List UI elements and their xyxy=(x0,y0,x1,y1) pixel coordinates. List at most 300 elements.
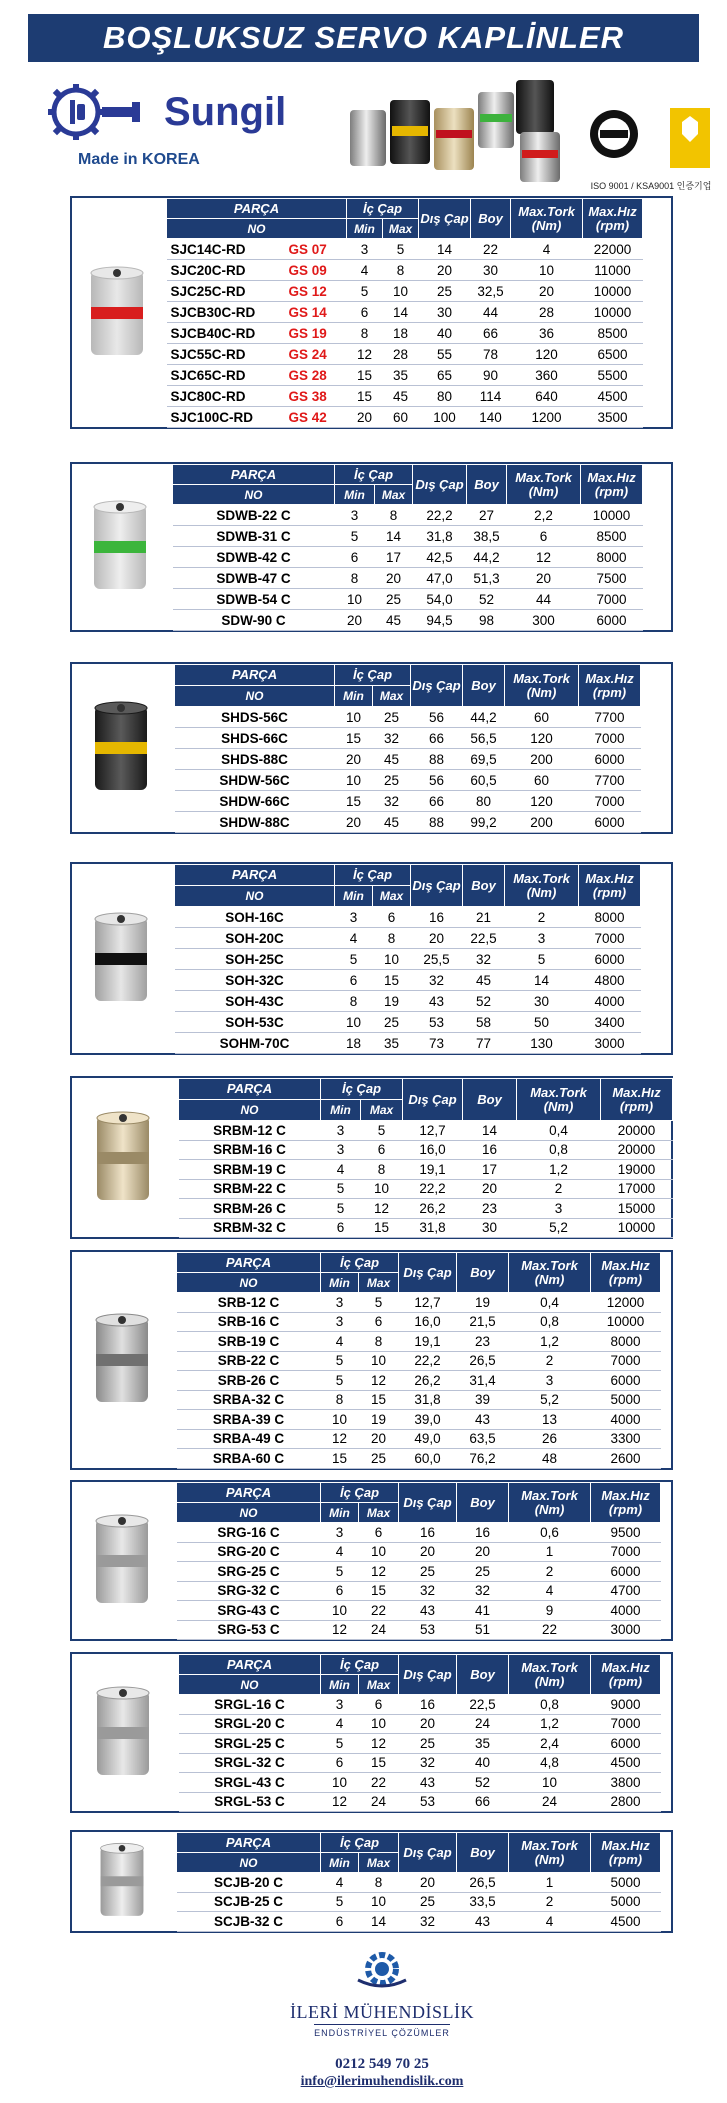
bore-max-header: Max xyxy=(373,886,411,907)
table-row xyxy=(173,526,643,547)
torque-header-label: Max.Tork xyxy=(515,469,572,485)
outer-diameter: 53 xyxy=(399,1620,457,1640)
table-row xyxy=(177,1892,661,1912)
max-speed: 10000 xyxy=(601,1218,673,1238)
outer-diameter: 40 xyxy=(419,323,471,344)
length-header xyxy=(463,1079,517,1121)
max-torque: 1,2 xyxy=(509,1714,591,1734)
speed-header xyxy=(591,1833,661,1873)
torque-header-label: Max.Tork xyxy=(513,670,570,686)
length: 41 xyxy=(457,1601,509,1621)
part-number: SRBM-26 C xyxy=(179,1199,321,1219)
max-torque: 20 xyxy=(511,281,583,302)
length-header xyxy=(463,865,505,907)
outer-diameter: 56 xyxy=(411,770,463,791)
max-speed: 3500 xyxy=(583,407,643,428)
bore-header: İç Çap xyxy=(321,1833,399,1853)
max-speed: 7700 xyxy=(579,770,641,791)
od-header xyxy=(399,1833,457,1873)
length: 45 xyxy=(463,970,505,991)
outer-diameter: 20 xyxy=(399,1714,457,1734)
certification-badges-icon xyxy=(586,104,716,176)
bore-max: 6 xyxy=(361,1140,403,1160)
part-number: SRB-12 C xyxy=(177,1293,321,1313)
part-number: SRGL-20 C xyxy=(179,1714,321,1734)
max-speed: 4500 xyxy=(591,1912,661,1932)
outer-diameter: 88 xyxy=(411,749,463,770)
length-header xyxy=(457,1483,509,1523)
bore-min: 4 xyxy=(335,928,373,949)
length: 90 xyxy=(471,365,511,386)
part-number: SDWB-31 C xyxy=(173,526,335,547)
max-torque: 2,4 xyxy=(509,1734,591,1754)
length-header xyxy=(457,1253,509,1293)
length: 51 xyxy=(457,1620,509,1640)
length: 21,5 xyxy=(457,1312,509,1332)
outer-diameter: 94,5 xyxy=(413,610,467,631)
table-row xyxy=(173,547,643,568)
bore-max: 45 xyxy=(373,749,411,770)
bore-min: 6 xyxy=(347,302,383,323)
max-speed: 7500 xyxy=(581,568,643,589)
speed-header xyxy=(591,1483,661,1523)
bore-max: 15 xyxy=(359,1390,399,1410)
max-torque: 120 xyxy=(511,344,583,365)
table-row xyxy=(175,991,641,1012)
torque-header-label: Max.Tork xyxy=(521,1837,578,1853)
bore-max: 15 xyxy=(361,1218,403,1238)
part-number: SRBM-19 C xyxy=(179,1160,321,1180)
length: 22,5 xyxy=(463,928,505,949)
max-speed: 6000 xyxy=(591,1371,661,1391)
bore-max: 60 xyxy=(383,407,419,428)
part-no-header: NO xyxy=(177,1853,321,1873)
bore-max: 15 xyxy=(373,970,411,991)
outer-diameter: 43 xyxy=(399,1601,457,1621)
bore-min-header: Min xyxy=(335,686,373,707)
outer-diameter: 80 xyxy=(419,386,471,407)
length: 25 xyxy=(457,1562,509,1582)
length: 23 xyxy=(457,1332,509,1352)
bore-min: 12 xyxy=(321,1429,359,1449)
gs-code-text: GS 19 xyxy=(288,325,327,341)
length: 66 xyxy=(457,1792,509,1812)
bore-min: 10 xyxy=(321,1410,359,1430)
gs-code-text: GS 07 xyxy=(288,241,327,257)
max-torque: 22 xyxy=(509,1620,591,1640)
bore-max: 8 xyxy=(375,505,413,526)
table-row xyxy=(175,970,641,991)
outer-diameter: 14 xyxy=(419,239,471,260)
outer-diameter: 65 xyxy=(419,365,471,386)
length-header-label: Boy xyxy=(470,1494,495,1510)
torque-header-unit: (Nm) xyxy=(528,483,559,499)
bore-max: 15 xyxy=(359,1753,399,1773)
part-number: SRG-16 C xyxy=(177,1523,321,1543)
bore-max: 10 xyxy=(361,1179,403,1199)
table-row xyxy=(177,1562,661,1582)
bore-max: 28 xyxy=(383,344,419,365)
od-header-label: Dış Çap xyxy=(403,1666,452,1682)
od-header-label: Dış Çap xyxy=(420,210,469,226)
max-torque: 24 xyxy=(509,1792,591,1812)
max-speed: 20000 xyxy=(601,1140,673,1160)
sjc-jaw-coupling-photo xyxy=(72,198,162,427)
outer-diameter: 19,1 xyxy=(403,1160,463,1180)
outer-diameter: 66 xyxy=(411,791,463,812)
max-torque: 3 xyxy=(517,1199,601,1219)
torque-header-label: Max.Tork xyxy=(530,1084,587,1100)
bore-max: 15 xyxy=(359,1581,399,1601)
max-speed: 5000 xyxy=(591,1873,661,1893)
max-speed: 12000 xyxy=(591,1293,661,1313)
product-section xyxy=(70,662,673,834)
speed-header-label: Max.Hız xyxy=(601,1837,650,1853)
max-torque: 1 xyxy=(509,1542,591,1562)
bore-max: 22 xyxy=(359,1773,399,1793)
table-row xyxy=(175,907,641,928)
length-header-label: Boy xyxy=(474,476,499,492)
table-row xyxy=(167,260,643,281)
outer-diameter: 25 xyxy=(399,1892,457,1912)
bore-max-header: Max xyxy=(359,1853,399,1873)
bore-min: 15 xyxy=(321,1449,359,1469)
bore-min-header: Min xyxy=(335,886,373,907)
max-speed: 8000 xyxy=(579,907,641,928)
gs-code xyxy=(289,365,347,386)
outer-diameter: 31,8 xyxy=(403,1218,463,1238)
max-torque: 5,2 xyxy=(517,1218,601,1238)
torque-header-unit: (Nm) xyxy=(534,1501,565,1517)
max-torque: 200 xyxy=(505,749,579,770)
max-torque: 2 xyxy=(509,1892,591,1912)
gs-code-text: GS 28 xyxy=(288,367,327,383)
max-torque: 360 xyxy=(511,365,583,386)
bore-min: 6 xyxy=(321,1753,359,1773)
torque-header-label: Max.Tork xyxy=(521,1487,578,1503)
outer-diameter: 16 xyxy=(411,907,463,928)
part-number: SCJB-32 C xyxy=(177,1912,321,1932)
length: 56,5 xyxy=(463,728,505,749)
max-speed: 10000 xyxy=(583,302,643,323)
torque-header-unit: (Nm) xyxy=(543,1098,574,1114)
length: 99,2 xyxy=(463,812,505,833)
bore-max: 6 xyxy=(359,1523,399,1543)
outer-diameter: 20 xyxy=(411,928,463,949)
bore-min: 4 xyxy=(321,1332,359,1352)
max-speed: 10000 xyxy=(591,1312,661,1332)
srgl-rigid-coupling-photo xyxy=(72,1654,174,1811)
max-speed: 6000 xyxy=(579,949,641,970)
max-speed: 6000 xyxy=(579,812,641,833)
table-row xyxy=(177,1293,661,1313)
speed-header-unit: (rpm) xyxy=(592,884,627,900)
length: 22 xyxy=(471,239,511,260)
bore-max: 6 xyxy=(359,1312,399,1332)
spec-table xyxy=(178,1078,673,1238)
table-row xyxy=(179,1218,673,1238)
torque-header-unit: (Nm) xyxy=(534,1851,565,1867)
spec-table xyxy=(166,198,643,428)
bore-min: 5 xyxy=(347,281,383,302)
table-row xyxy=(175,728,641,749)
max-torque: 640 xyxy=(511,386,583,407)
od-header xyxy=(399,1655,457,1695)
part-number: SHDS-56C xyxy=(175,707,335,728)
max-speed: 4700 xyxy=(591,1581,661,1601)
spec-table xyxy=(174,864,641,1054)
length: 63,5 xyxy=(457,1429,509,1449)
outer-diameter: 20 xyxy=(399,1542,457,1562)
max-speed: 7000 xyxy=(581,589,643,610)
length: 33,5 xyxy=(457,1892,509,1912)
part-number: SRBA-32 C xyxy=(177,1390,321,1410)
outer-diameter: 56 xyxy=(411,707,463,728)
bore-min: 10 xyxy=(335,1012,373,1033)
bore-min: 3 xyxy=(321,1121,361,1141)
table-row xyxy=(179,1714,661,1734)
table-row xyxy=(167,281,643,302)
bore-max-header: Max xyxy=(375,485,413,505)
max-speed: 6500 xyxy=(583,344,643,365)
bore-max: 14 xyxy=(359,1912,399,1932)
max-speed: 8500 xyxy=(581,526,643,547)
bore-max: 5 xyxy=(383,239,419,260)
part-number: SJC100C-RD xyxy=(167,407,289,428)
length-header-label: Boy xyxy=(477,1091,502,1107)
torque-header xyxy=(505,865,579,907)
bore-max: 10 xyxy=(359,1351,399,1371)
table-row xyxy=(173,568,643,589)
part-number: SRGL-16 C xyxy=(179,1695,321,1715)
bore-max: 35 xyxy=(383,365,419,386)
part-header: PARÇA xyxy=(179,1655,321,1675)
max-torque: 4 xyxy=(509,1912,591,1932)
bore-max: 25 xyxy=(359,1449,399,1469)
bore-min: 10 xyxy=(321,1601,359,1621)
max-torque: 14 xyxy=(505,970,579,991)
bore-max: 5 xyxy=(359,1293,399,1313)
table-row xyxy=(177,1912,661,1932)
length: 40 xyxy=(457,1753,509,1773)
part-header: PARÇA xyxy=(175,865,335,886)
max-speed: 19000 xyxy=(601,1160,673,1180)
part-number: SOH-16C xyxy=(175,907,335,928)
company-subtitle: ENDÜSTRİYEL ÇÖZÜMLER xyxy=(314,2024,450,2039)
max-torque: 120 xyxy=(505,791,579,812)
table-row xyxy=(179,1179,673,1199)
part-number: SRG-43 C xyxy=(177,1601,321,1621)
table-row xyxy=(179,1695,661,1715)
part-number: SRGL-43 C xyxy=(179,1773,321,1793)
bore-min: 6 xyxy=(321,1218,361,1238)
bore-min: 5 xyxy=(321,1892,359,1912)
max-torque: 50 xyxy=(505,1012,579,1033)
gs-code xyxy=(289,344,347,365)
outer-diameter: 22,2 xyxy=(403,1179,463,1199)
bore-header: İç Çap xyxy=(335,465,413,485)
bore-max: 20 xyxy=(359,1429,399,1449)
torque-header xyxy=(509,1655,591,1695)
max-torque: 200 xyxy=(505,812,579,833)
length: 76,2 xyxy=(457,1449,509,1469)
bore-max: 10 xyxy=(359,1714,399,1734)
company-email-link[interactable]: info@ilerimuhendislik.com xyxy=(300,2074,464,2089)
max-speed: 6000 xyxy=(591,1734,661,1754)
product-section xyxy=(70,1076,673,1239)
gs-code-text: GS 38 xyxy=(288,388,327,404)
length-header xyxy=(457,1833,509,1873)
max-speed: 17000 xyxy=(601,1179,673,1199)
speed-header-label: Max.Hız xyxy=(588,203,637,219)
max-speed: 6000 xyxy=(579,749,641,770)
outer-diameter: 39,0 xyxy=(399,1410,457,1430)
company-footer xyxy=(264,1948,500,2098)
bore-max: 45 xyxy=(375,610,413,631)
table-row xyxy=(175,949,641,970)
length: 51,3 xyxy=(467,568,507,589)
length: 16 xyxy=(457,1523,509,1543)
gs-code-text: GS 09 xyxy=(288,262,327,278)
od-header xyxy=(419,199,471,239)
soh-oldham-coupling-photo xyxy=(72,864,170,1053)
table-row xyxy=(167,344,643,365)
bore-min: 10 xyxy=(335,589,375,610)
bore-max: 12 xyxy=(359,1562,399,1582)
max-speed: 4000 xyxy=(591,1601,661,1621)
gs-code xyxy=(289,407,347,428)
bore-max-header: Max xyxy=(359,1273,399,1293)
length: 16 xyxy=(463,1140,517,1160)
length: 44 xyxy=(471,302,511,323)
outer-diameter: 22,2 xyxy=(399,1351,457,1371)
bore-min: 5 xyxy=(321,1199,361,1219)
bore-min: 3 xyxy=(321,1140,361,1160)
part-number: SRBM-16 C xyxy=(179,1140,321,1160)
max-torque: 44 xyxy=(507,589,581,610)
length-header xyxy=(467,465,507,505)
bore-max: 10 xyxy=(359,1542,399,1562)
gs-code xyxy=(289,386,347,407)
part-number: SRBA-49 C xyxy=(177,1429,321,1449)
max-torque: 1 xyxy=(509,1873,591,1893)
od-header-label: Dış Çap xyxy=(415,476,464,492)
max-torque: 60 xyxy=(505,707,579,728)
od-header xyxy=(399,1483,457,1523)
bore-max: 45 xyxy=(383,386,419,407)
part-number: SHDS-66C xyxy=(175,728,335,749)
product-section xyxy=(70,1480,673,1641)
part-number: SRBM-32 C xyxy=(179,1218,321,1238)
bore-min: 5 xyxy=(321,1734,359,1754)
sdwb-disc-coupling-photo xyxy=(72,464,168,630)
length: 52 xyxy=(467,589,507,610)
outer-diameter: 19,1 xyxy=(399,1332,457,1352)
outer-diameter: 47,0 xyxy=(413,568,467,589)
bore-min: 3 xyxy=(321,1695,359,1715)
bore-max-header: Max xyxy=(359,1675,399,1695)
part-number: SHDW-66C xyxy=(175,791,335,812)
speed-header-unit: (rpm) xyxy=(608,1501,643,1517)
table-row xyxy=(179,1199,673,1219)
bore-min: 6 xyxy=(321,1581,359,1601)
table-row xyxy=(177,1873,661,1893)
table-row xyxy=(167,386,643,407)
bore-max: 45 xyxy=(373,812,411,833)
length: 17 xyxy=(463,1160,517,1180)
max-torque: 13 xyxy=(509,1410,591,1430)
max-torque: 120 xyxy=(505,728,579,749)
outer-diameter: 53 xyxy=(411,1012,463,1033)
table-row xyxy=(175,707,641,728)
max-speed: 4500 xyxy=(583,386,643,407)
bore-min: 5 xyxy=(335,526,375,547)
od-header-label: Dış Çap xyxy=(412,677,461,693)
max-torque: 4 xyxy=(511,239,583,260)
table-row xyxy=(179,1121,673,1141)
speed-header-unit: (rpm) xyxy=(594,483,629,499)
speed-header-label: Max.Hız xyxy=(585,870,634,886)
max-torque: 130 xyxy=(505,1033,579,1054)
outer-diameter: 55 xyxy=(419,344,471,365)
od-header-label: Dış Çap xyxy=(403,1494,452,1510)
length: 78 xyxy=(471,344,511,365)
torque-header-unit: (Nm) xyxy=(531,217,562,233)
table-row xyxy=(175,770,641,791)
bore-max: 17 xyxy=(375,547,413,568)
max-torque: 10 xyxy=(511,260,583,281)
max-speed: 3400 xyxy=(579,1012,641,1033)
max-torque: 0,4 xyxy=(509,1293,591,1313)
max-torque: 28 xyxy=(511,302,583,323)
max-speed: 15000 xyxy=(601,1199,673,1219)
bore-min-header: Min xyxy=(321,1675,359,1695)
length: 43 xyxy=(457,1410,509,1430)
part-header: PARÇA xyxy=(177,1253,321,1273)
part-number: SDWB-22 C xyxy=(173,505,335,526)
bore-min: 5 xyxy=(335,949,373,970)
max-torque: 0,8 xyxy=(509,1695,591,1715)
part-number: SJC14C-RD xyxy=(167,239,289,260)
bore-min: 12 xyxy=(347,344,383,365)
outer-diameter: 12,7 xyxy=(399,1293,457,1313)
table-row xyxy=(179,1753,661,1773)
speed-header-unit: (rpm) xyxy=(595,217,630,233)
bore-max: 20 xyxy=(375,568,413,589)
part-no-header: NO xyxy=(177,1273,321,1293)
bore-header: İç Çap xyxy=(321,1253,399,1273)
table-row xyxy=(173,589,643,610)
bore-min: 3 xyxy=(335,505,375,526)
bore-max: 10 xyxy=(359,1892,399,1912)
table-row xyxy=(177,1332,661,1352)
speed-header xyxy=(591,1655,661,1695)
torque-header-label: Max.Tork xyxy=(518,203,575,219)
bore-max: 35 xyxy=(373,1033,411,1054)
page-title: BOŞLUKSUZ SERVO KAPLİNLER xyxy=(28,14,699,62)
outer-diameter: 60,0 xyxy=(399,1449,457,1469)
table-row xyxy=(175,1012,641,1033)
bore-max: 18 xyxy=(383,323,419,344)
length: 30 xyxy=(463,1218,517,1238)
max-torque: 2 xyxy=(509,1562,591,1582)
length: 32,5 xyxy=(471,281,511,302)
max-speed: 3000 xyxy=(591,1620,661,1640)
bore-min: 4 xyxy=(321,1873,359,1893)
part-number: SRG-20 C xyxy=(177,1542,321,1562)
company-phone: 0212 549 70 25 xyxy=(335,2056,429,2072)
torque-header xyxy=(511,199,583,239)
